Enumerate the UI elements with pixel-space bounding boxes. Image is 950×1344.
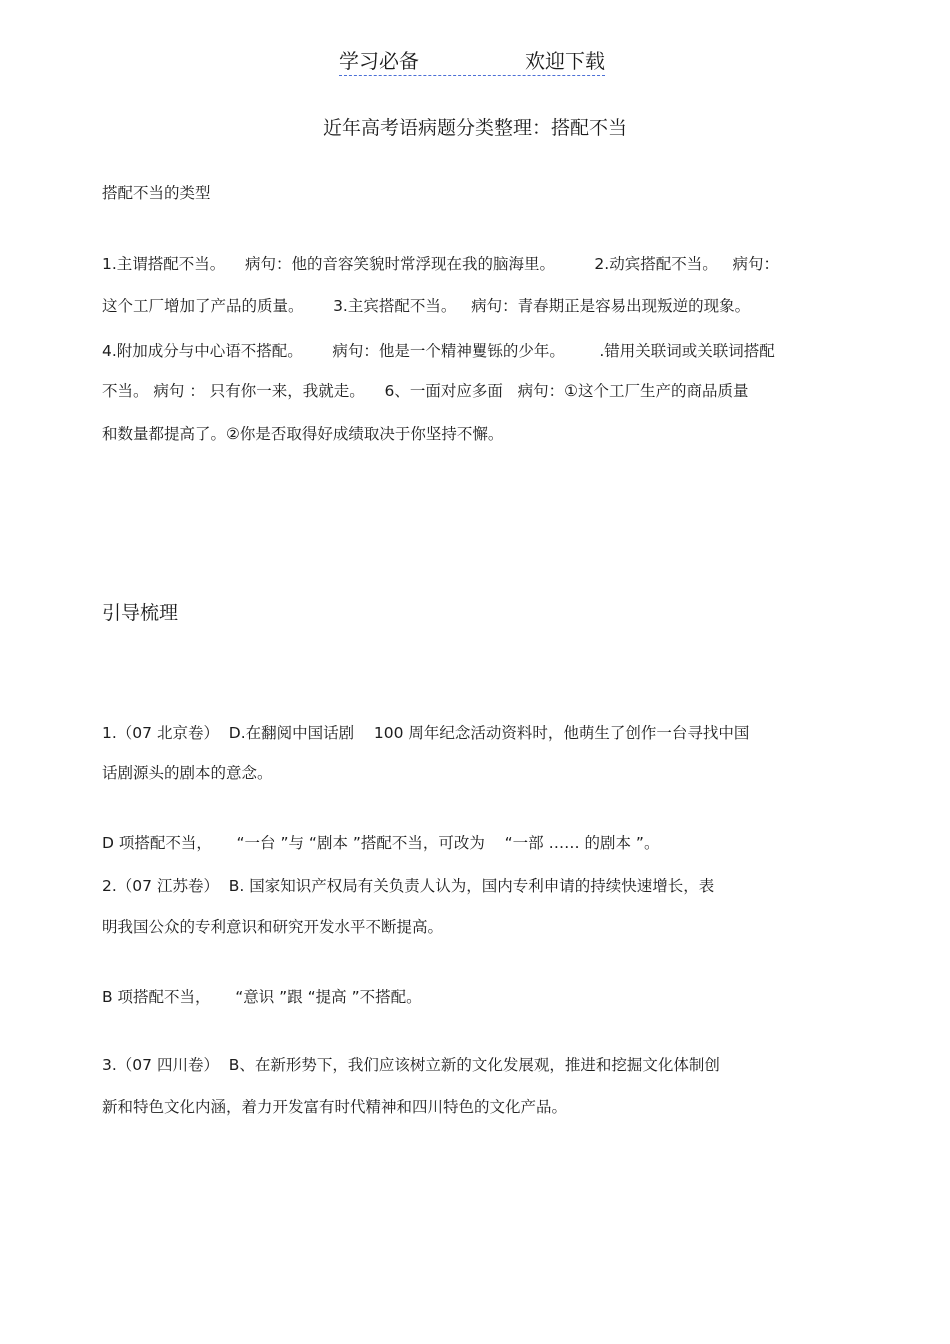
body-line: 4.附加成分与中心语不搭配。 病句：他是一个精神矍铄的少年。 .错用关联词或关联词搭配 — [102, 342, 775, 360]
body-line: B 项搭配不当， “意识 ”跟 “提高 ”不搭配。 — [102, 988, 422, 1006]
body-line: 新和特色文化内涵，着力开发富有时代精神和四川特色的文化产品。 — [102, 1098, 568, 1116]
body-line: 这个工厂增加了产品的质量。 3.主宾搭配不当。 病句：青春期正是容易出现叛逆的现象。 — [102, 297, 751, 315]
body-line: 和数量都提高了。②你是否取得好成绩取决于你坚持不懈。 — [102, 425, 504, 443]
document-title: 近年高考语病题分类整理：搭配不当 — [322, 117, 627, 139]
body-line: 明我国公众的专利意识和研究开发水平不断提高。 — [102, 918, 444, 936]
body-line: 不当。 病句 ： 只有你一来，我就走。 6、一面对应多面 病句：①这个工厂生产的商品质量 — [102, 382, 749, 400]
body-line: 2.（07 江苏卷） B. 国家知识产权局有关负责人认为，国内专利申请的持续快速增长，表 — [102, 877, 715, 895]
section-subheading: 搭配不当的类型 — [102, 184, 211, 202]
body-line: 3.（07 四川卷） B、在新形势下，我们应该树立新的文化发展观，推进和挖掘文化体制创 — [102, 1056, 720, 1074]
section-heading: 引导梳理 — [102, 602, 179, 624]
body-line: 1.主谓搭配不当。 病句：他的音容笑貌时常浮现在我的脑海里。 2.动宾搭配不当。 病句： — [102, 255, 779, 273]
header-left-text: 学习必备 — [339, 49, 419, 73]
body-line: 1.（07 北京卷） D.在翻阅中国话剧 100 周年纪念活动资料时，他萌生了创作一台寻找中国 — [102, 724, 750, 742]
header-right-text: 欢迎下载 — [525, 49, 605, 73]
page-header — [339, 47, 605, 76]
body-line: 话剧源头的剧本的意念。 — [102, 764, 273, 782]
body-line: D 项搭配不当， “一台 ”与 “剧本 ”搭配不当，可改为 “一部 …… 的剧本 ”。 — [102, 834, 660, 852]
